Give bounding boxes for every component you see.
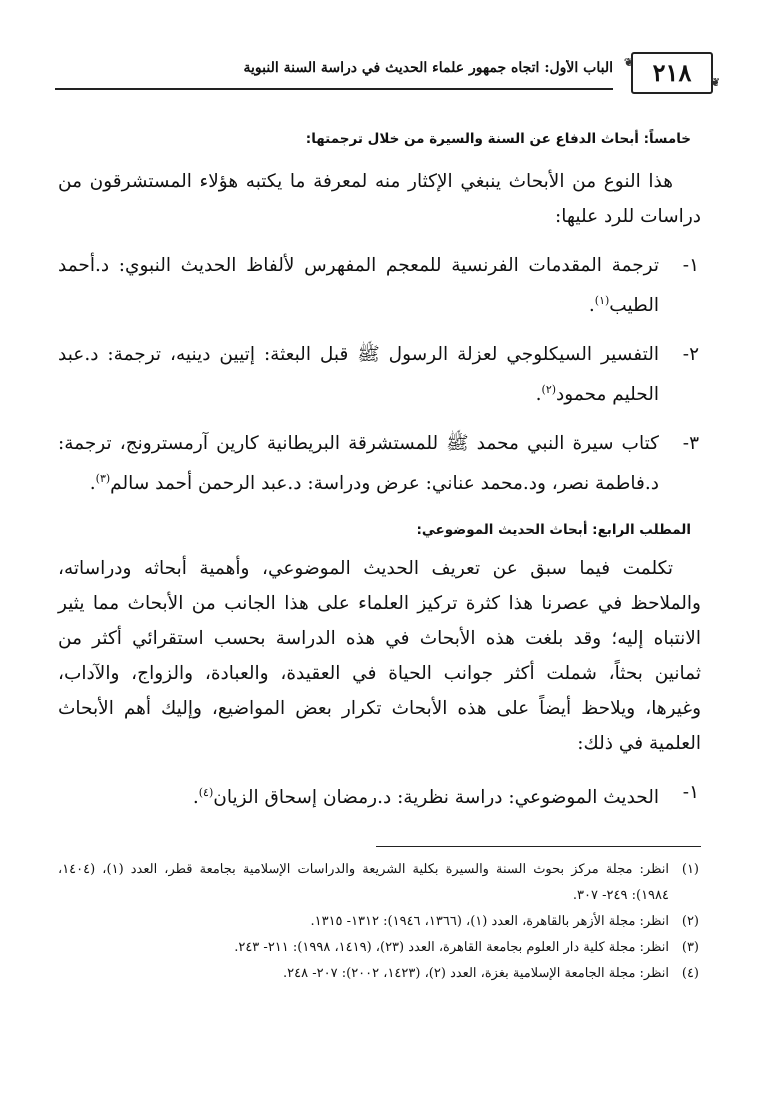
footnote bbox=[58, 857, 701, 909]
footnote-ref[interactable]: (١) bbox=[594, 294, 610, 307]
footnote-number: (٤) bbox=[681, 965, 699, 981]
footnote-ref[interactable]: (٢) bbox=[541, 383, 557, 397]
footnote-text: انظر: مجلة الأزهر بالقاهرة، العدد (١)، (١٣٦٦، ١٩٤٦): ١٣١٢- ١٣١٥. bbox=[310, 913, 669, 929]
list-item-text: الحديث الموضوعي: دراسة نظرية: د.رمضان إسحاق الزيان bbox=[213, 787, 659, 809]
research-list bbox=[58, 775, 701, 815]
ornament-icon: ❦ bbox=[624, 56, 634, 69]
footnote-ref[interactable]: (٤) bbox=[198, 786, 214, 800]
footnote-number: (٣) bbox=[681, 939, 699, 955]
footnote-text: انظر: مجلة مركز بحوث السنة والسيرة بكلية الشريعة والدراسات الإسلامية بجامعة قطر، العدد (١)، (١٤٠٤، ١٩٨٤): ٢٤٩- ٣٠٧. bbox=[58, 861, 669, 903]
list-item-end: . bbox=[588, 295, 595, 317]
body-paragraph: هذا النوع من الأبحاث ينبغي الإكثار منه لمعرفة ما يكتبه هؤلاء المستشرقون من دراسات للرد عليها: bbox=[58, 171, 701, 227]
footnotes bbox=[58, 857, 701, 987]
list-item-end: . bbox=[192, 787, 199, 809]
list-item-text: التفسير السيكلوجي لعزلة الرسول ﷺ قبل البعثة: إتيين دينيه، ترجمة: د.عبد الحليم محمود bbox=[58, 344, 659, 406]
list-item-end: . bbox=[89, 473, 96, 495]
ornament-icon: ❦ bbox=[710, 76, 720, 89]
footnote bbox=[58, 909, 701, 935]
list-item-number: ٣- bbox=[682, 433, 699, 455]
footnote bbox=[58, 961, 701, 987]
header-rule bbox=[55, 88, 613, 90]
footnote bbox=[58, 935, 701, 961]
footnote-number: (١) bbox=[681, 861, 699, 877]
list-item-text: كتاب سيرة النبي محمد ﷺ للمستشرقة البريطانية كارين آرمسترونج، ترجمة: د.فاطمة نصر، ود.محمد عناني: عرض ودراسة: د.عبد الرحمن أحمد سالم bbox=[58, 433, 659, 495]
list-item-number: ٢- bbox=[682, 344, 699, 366]
footnote-text: انظر: مجلة كلية دار العلوم بجامعة القاهرة، العدد (٢٣)، (١٤١٩، ١٩٩٨): ٢١١- ٢٤٣. bbox=[234, 939, 669, 955]
page-number: ٢١٨ bbox=[652, 58, 692, 87]
page-number-box bbox=[624, 52, 720, 94]
footnote-text: انظر: مجلة الجامعة الإسلامية بغزة، العدد (٢)، (١٤٢٣، ٢٠٠٢): ٢٠٧- ٢٤٨. bbox=[283, 965, 669, 981]
body-paragraph: تكلمت فيما سبق عن تعريف الحديث الموضوعي، وأهمية أبحاثه ودراساته، والملاحظ في عصرنا هذا كثرة تركيز العلماء على هذا الجانب من الأبحاث مما يثير الانتباه إليه؛ وقد بلغت هذه الأبحاث في هذه الدراسة بحسب استقرائي أكثر من ثمانين بحثاً، شملت أكثر جوانب الحياة في العقيدة، والعبادة، والزواج، والآداب، وغيرها، ويلاحظ أيضاً على هذه الأبحاث تكرار بعض المواضيع، وإليك أهم الأبحاث العلمية في ذلك: bbox=[58, 558, 701, 755]
list-item bbox=[58, 337, 701, 412]
list-item-text: ترجمة المقدمات الفرنسية للمعجم المفهرس لألفاظ الحديث النبوي: د.أحمد الطيب bbox=[58, 255, 659, 317]
list-item bbox=[58, 426, 701, 501]
footnote-ref[interactable]: (٣) bbox=[95, 472, 111, 486]
list-item bbox=[58, 775, 701, 815]
section-heading: خامساً: أبحاث الدفاع عن السنة والسيرة من خلال ترجمتها: bbox=[305, 131, 691, 147]
list-item-number: ١- bbox=[682, 782, 699, 804]
list-item-number: ١- bbox=[682, 255, 699, 276]
footnote-separator bbox=[376, 846, 701, 847]
running-title: الباب الأول: اتجاه جمهور علماء الحديث في دراسة السنة النبوية bbox=[243, 60, 613, 76]
section-heading: المطلب الرابع: أبحاث الحديث الموضوعي: bbox=[416, 522, 691, 539]
list-item-end: . bbox=[535, 384, 542, 406]
list-item bbox=[58, 248, 701, 323]
page-header bbox=[55, 52, 720, 94]
page-content bbox=[58, 124, 701, 987]
footnote-number: (٢) bbox=[681, 913, 699, 929]
translation-list bbox=[58, 248, 701, 501]
